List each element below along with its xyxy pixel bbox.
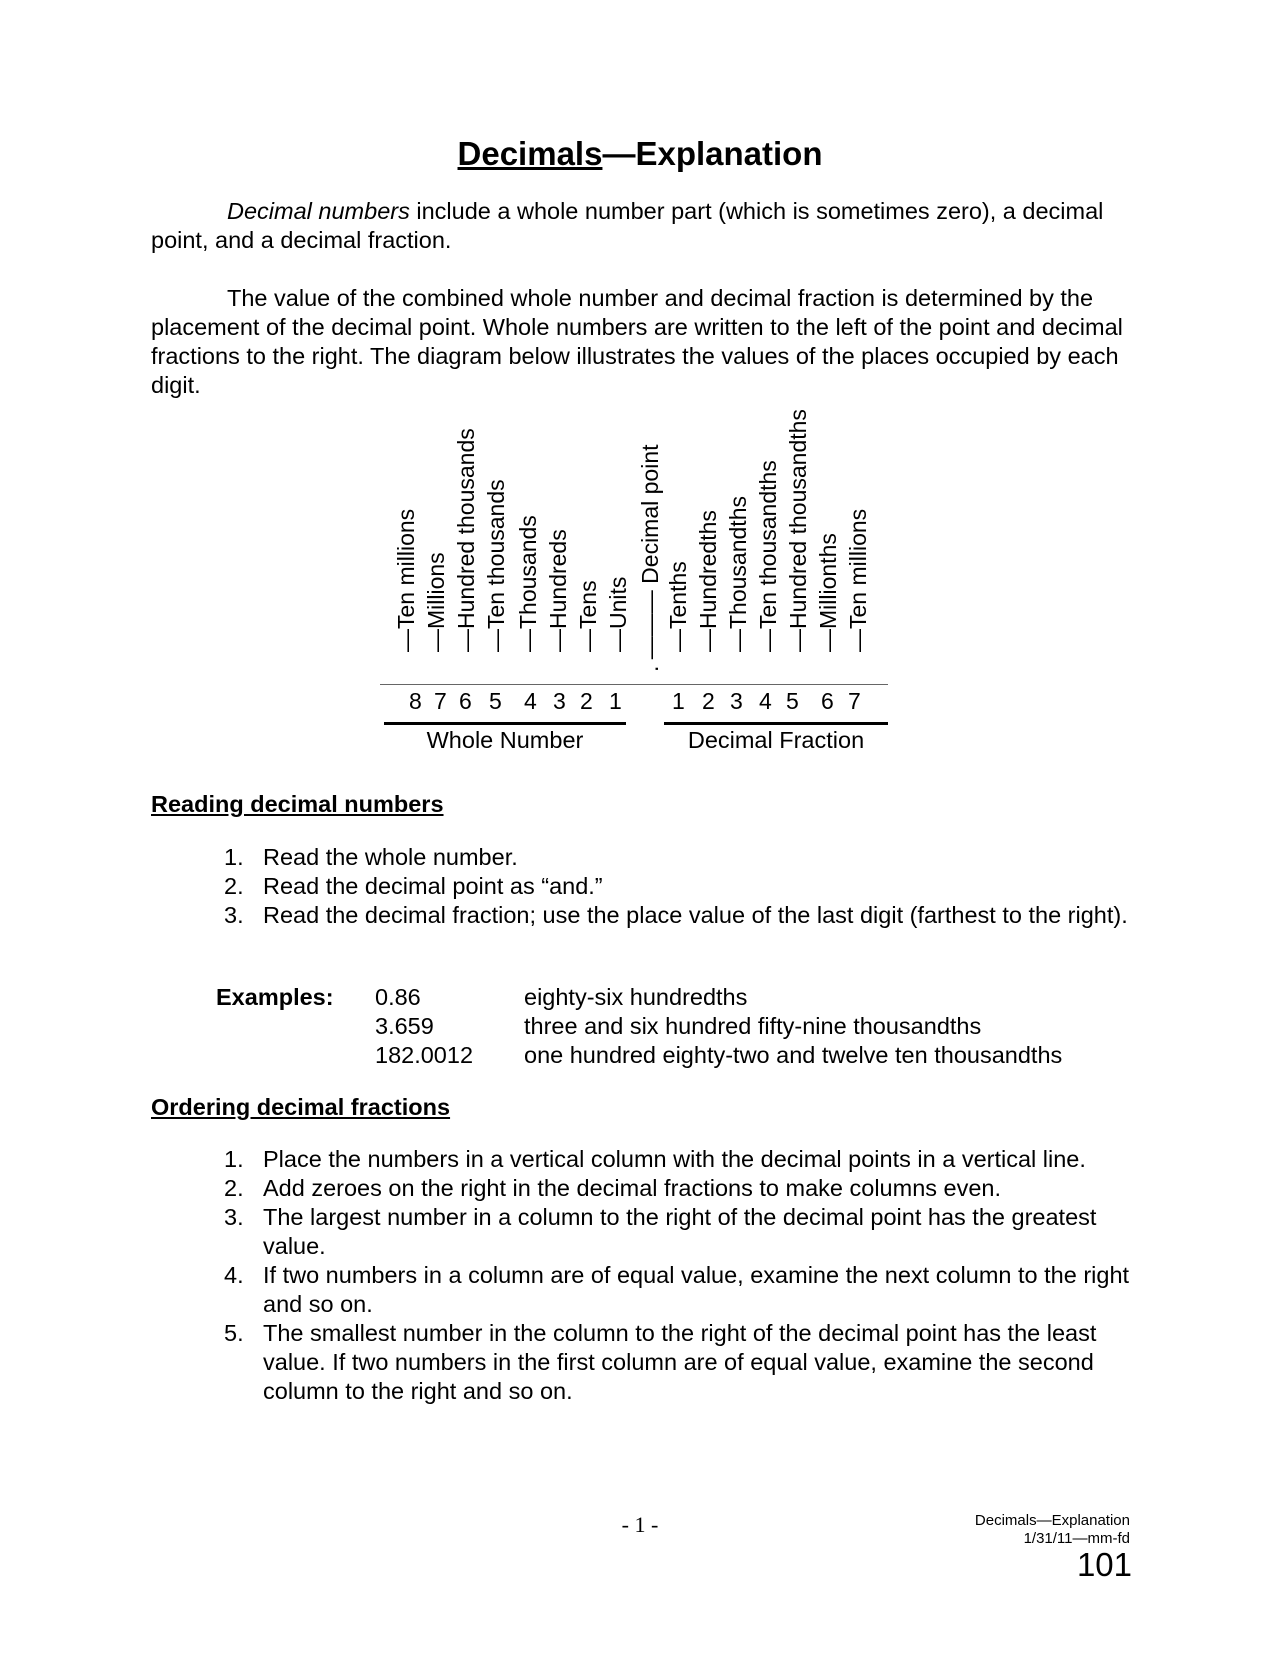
intro-para1-rest: include a whole number part (which is sometimes zero), a decimal point, and a decimal fraction. xyxy=(151,198,1104,253)
reading-steps xyxy=(0,843,1143,930)
intro-para2-text: The value of the combined whole number and decimal fraction is determined by the placement of the decimal point. Whole numbers are written to the left of the point and decimal fractions to the right. The diagram below illustrates the values of the places occupied by each digit. xyxy=(151,285,1123,398)
step-number: 3. xyxy=(224,902,244,928)
list-item xyxy=(0,1261,1143,1319)
example-number: 3.659 xyxy=(375,1013,434,1039)
label-hundred-thousandths: —Hundred thousandths xyxy=(785,409,811,652)
label-ten-thousandths: —Ten thousandths xyxy=(755,460,781,652)
whole-number-bar xyxy=(384,722,626,725)
footer-doc-title: Decimals—Explanation xyxy=(974,1512,1130,1529)
ordering-steps xyxy=(0,1145,1143,1406)
decimal-fraction-bar xyxy=(664,722,888,725)
label-units: —Units xyxy=(605,576,631,652)
example-words: one hundred eighty-two and twelve ten thousandths xyxy=(524,1042,1063,1068)
digit-millions: 7 xyxy=(434,688,447,714)
step-text: Place the numbers in a vertical column with the decimal points in a vertical line. xyxy=(263,1146,1086,1172)
page-indicator: - 1 - xyxy=(621,1512,659,1537)
label-thousandths: —Thousandths xyxy=(725,496,751,652)
title-rest: —Explanation xyxy=(602,135,823,172)
step-text: If two numbers in a column are of equal value, examine the next column to the right and so on. xyxy=(263,1262,1130,1317)
label-hundred-thousands: —Hundred thousands xyxy=(453,428,479,652)
label-millions: —Millions xyxy=(423,552,449,652)
list-item xyxy=(0,1203,1143,1261)
digit-hundred-thousandths: 5 xyxy=(786,688,799,714)
digit-millionths: 6 xyxy=(821,688,834,714)
ordering-heading: Ordering decimal fractions xyxy=(151,1094,451,1120)
label-ten-millions: —Ten millions xyxy=(393,508,419,652)
digit-hundred-thousands: 6 xyxy=(459,688,472,714)
label-ten-millions-fraction: —Ten millions xyxy=(845,508,871,652)
step-text: Read the decimal fraction; use the place value of the last digit (farthest to the right). xyxy=(263,902,1128,928)
digit-tens: 2 xyxy=(580,688,593,714)
digit-ten-thousands: 5 xyxy=(489,688,502,714)
label-decimal-point: . ——— Decimal point xyxy=(637,444,663,672)
place-value-diagram xyxy=(0,0,1280,760)
step-number: 4. xyxy=(224,1262,244,1288)
whole-number-label: Whole Number xyxy=(426,727,584,753)
title-underlined: Decimals xyxy=(457,135,603,172)
decimal-fraction-label: Decimal Fraction xyxy=(687,727,865,753)
digit-thousands: 4 xyxy=(524,688,537,714)
step-text: Read the whole number. xyxy=(263,844,518,870)
label-hundreds: —Hundreds xyxy=(545,529,571,652)
label-ten-thousands: —Ten thousands xyxy=(483,479,509,652)
list-item xyxy=(0,901,1143,930)
example-number: 0.86 xyxy=(375,984,421,1010)
step-text: Read the decimal point as “and.” xyxy=(263,873,603,899)
digit-hundredths: 2 xyxy=(702,688,715,714)
label-tens: —Tens xyxy=(575,580,601,652)
example-words: eighty-six hundredths xyxy=(524,984,748,1010)
list-item xyxy=(0,872,1143,901)
digit-units: 1 xyxy=(609,688,622,714)
label-hundredths: —Hundredths xyxy=(695,510,721,652)
digit-ten-millionths: 7 xyxy=(848,688,861,714)
step-number: 2. xyxy=(224,873,244,899)
footer-page-number: 101 xyxy=(1076,1546,1132,1583)
step-text: Add zeroes on the right in the decimal fractions to make columns even. xyxy=(263,1175,1002,1201)
digit-tenths: 1 xyxy=(672,688,685,714)
step-text: The smallest number in the column to the right of the decimal point has the least value. If two numbers in the first column are of equal value, examine the second column to the right and so on. xyxy=(263,1320,1097,1404)
step-text: The largest number in a column to the right of the decimal point has the greatest value. xyxy=(263,1204,1097,1259)
example-words: three and six hundred fifty-nine thousandths xyxy=(524,1013,982,1039)
list-item xyxy=(0,1174,1143,1203)
step-number: 2. xyxy=(224,1175,244,1201)
footer-doc-date: 1/31/11—mm-fd xyxy=(1023,1530,1130,1547)
example-number: 182.0012 xyxy=(375,1042,474,1068)
digit-thousandths: 3 xyxy=(730,688,743,714)
step-number: 1. xyxy=(224,844,244,870)
digit-ten-thousandths: 4 xyxy=(759,688,772,714)
intro-italic: Decimal numbers xyxy=(227,198,410,224)
digit-hundreds: 3 xyxy=(553,688,566,714)
label-millionths: —Millionths xyxy=(815,533,841,652)
reading-heading: Reading decimal numbers xyxy=(151,791,444,817)
step-number: 5. xyxy=(224,1320,244,1346)
label-thousands: —Thousands xyxy=(515,515,541,652)
list-item xyxy=(0,1319,1143,1406)
examples-label: Examples: xyxy=(216,984,334,1010)
list-item xyxy=(0,1145,1143,1174)
step-number: 1. xyxy=(224,1146,244,1172)
step-number: 3. xyxy=(224,1204,244,1230)
digits-top-line xyxy=(380,684,888,685)
list-item xyxy=(0,843,1143,872)
label-tenths: —Tenths xyxy=(665,561,691,652)
digit-ten-millions: 8 xyxy=(409,688,422,714)
